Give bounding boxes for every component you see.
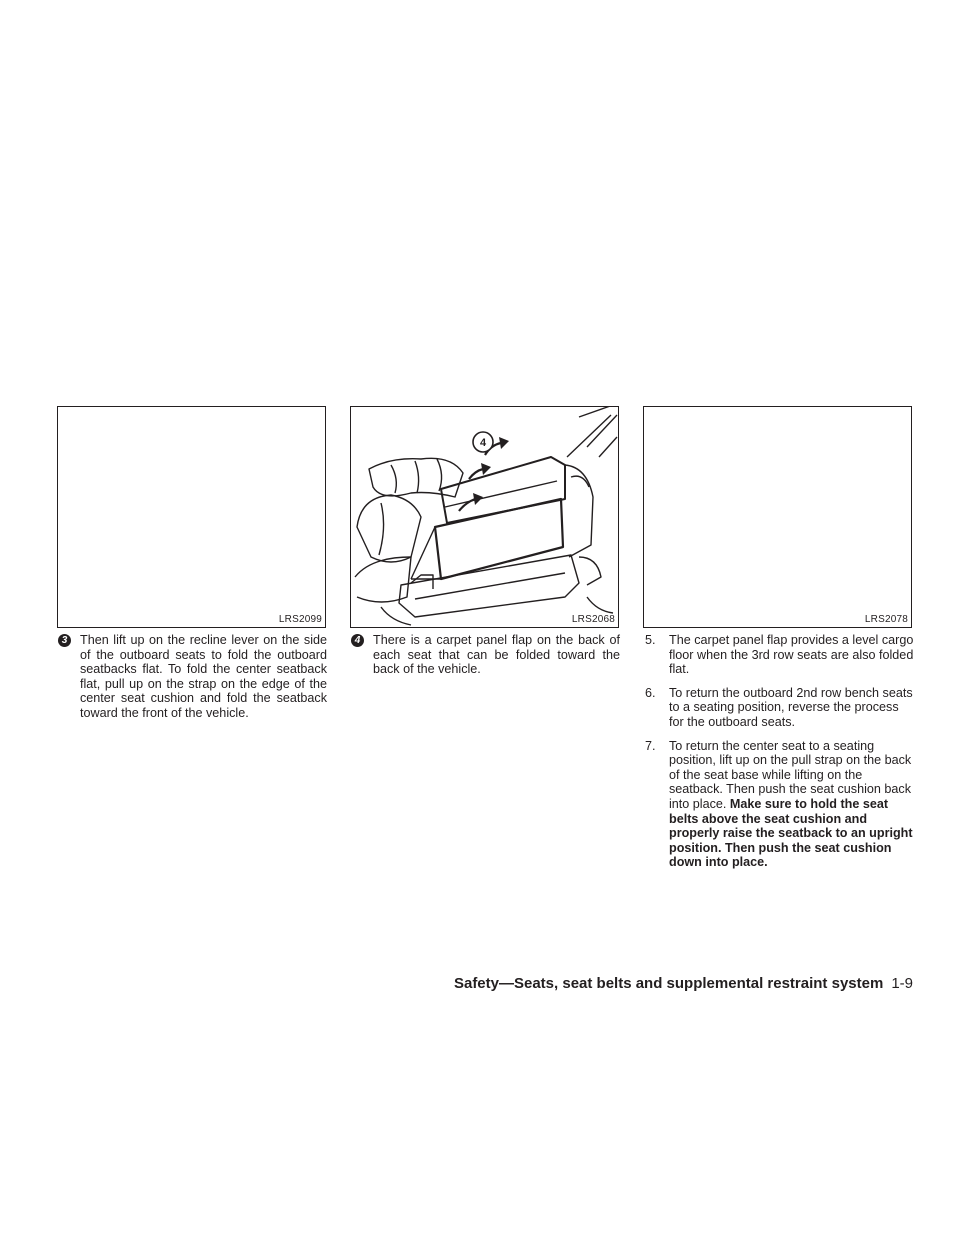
item-number: 7.	[645, 738, 656, 753]
figure-label: LRS2078	[864, 614, 908, 625]
item-number: 5.	[645, 633, 656, 647]
item-text: To return the outboard 2nd row bench seats to a seating position, reverse the process for the outboard seats.	[669, 685, 913, 729]
column-3	[645, 633, 915, 879]
step-number-badge: 4	[351, 634, 364, 647]
step-number-badge: 3	[58, 634, 71, 647]
figure-label: LRS2099	[278, 614, 322, 625]
page-number: 1-9	[891, 975, 913, 992]
step-text: Then lift up on the recline lever on the side of the outboard seats to fold the outboard seatbacks flat. To fold the center seatback flat, pull up on the strap on the edge of the center seat cushion and fold the seatback toward the front of the vehicle.	[80, 633, 327, 720]
column-1	[57, 633, 327, 721]
warning-text: Make sure to hold the seat belts above the seat cushion and properly raise the seatback to an upright position. Then push the seat cushion down into place.	[669, 796, 913, 870]
item-text: The carpet panel flap provides a level cargo floor when the 3rd row seats are also folded flat.	[669, 633, 914, 677]
list-item	[645, 739, 915, 870]
callout-4-label: 4	[479, 437, 487, 449]
list-item	[645, 686, 915, 730]
figure-label: LRS2068	[571, 614, 615, 625]
page-footer	[454, 975, 913, 992]
list-item	[645, 633, 915, 677]
step-text: There is a carpet panel flap on the back of each seat that can be folded toward the back of the vehicle.	[373, 633, 620, 677]
section-title: Safety—Seats, seat belts and supplemental restraint system	[453, 975, 884, 992]
step-3	[57, 633, 327, 721]
figure-lrs2068	[350, 406, 619, 628]
seat-illustration	[351, 407, 618, 627]
figure-lrs2099	[57, 406, 326, 628]
item-text: To return the center seat to a seating position, lift up on the pull strap on the back of the seat base while lifting on the seatback. Then push the seat cushion back into place.	[669, 738, 912, 811]
item-number: 6.	[645, 685, 656, 700]
item-text-block	[669, 739, 915, 870]
column-2	[350, 633, 620, 677]
figure-lrs2078	[643, 406, 912, 628]
step-4	[350, 633, 620, 677]
